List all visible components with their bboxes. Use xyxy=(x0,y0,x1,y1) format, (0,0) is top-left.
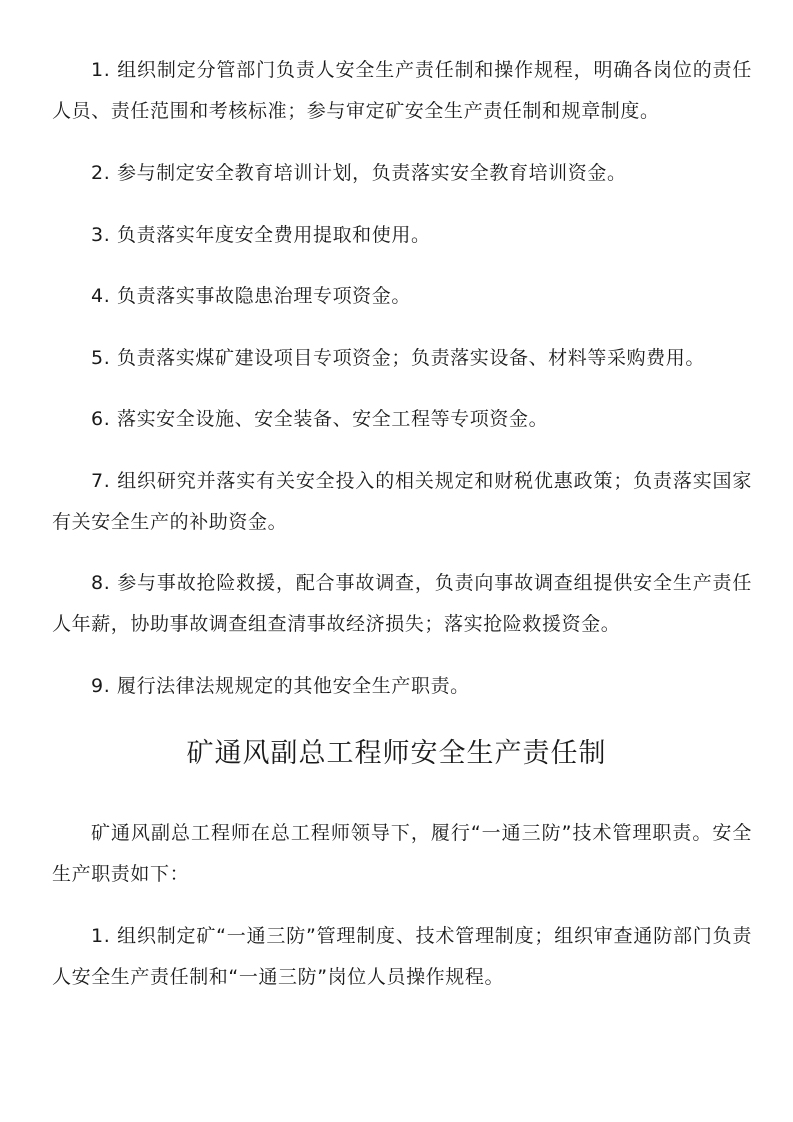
duty-item-5: 5. 负责落实煤矿建设项目专项资金；负责落实设备、材料等采购费用。 xyxy=(91,347,705,369)
duty-item-6: 6. 落实安全设施、安全装备、安全工程等专项资金。 xyxy=(91,408,549,430)
section-intro: 矿通风副总工程师在总工程师领导下，履行“一通三防”技术管理职责。安全生产职责如下： xyxy=(52,822,752,885)
duty-item-1: 1. 组织制定分管部门负责人安全生产责任制和操作规程，明确各岗位的责任人员、责任范围和考核标准；参与审定矿安全生产责任制和规章制度。 xyxy=(52,59,752,122)
duty-item-3: 3. 负责落实年度安全费用提取和使用。 xyxy=(91,224,431,246)
section-duty-item-1: 1. 组织制定矿“一通三防”管理制度、技术管理制度；组织审查通防部门负责人安全生产责任制和“一通三防”岗位人员操作规程。 xyxy=(52,925,752,988)
duty-item-2: 2. 参与制定安全教育培训计划，负责落实安全教育培训资金。 xyxy=(91,162,627,184)
section-title: 矿通风副总工程师安全生产责任制 xyxy=(186,738,607,769)
duty-item-9: 9. 履行法律法规规定的其他安全生产职责。 xyxy=(91,675,470,697)
duty-item-7: 7. 组织研究并落实有关安全投入的相关规定和财税优惠政策；负责落实国家有关安全生产的补助资金。 xyxy=(52,470,752,533)
duty-item-4: 4. 负责落实事故隐患治理专项资金。 xyxy=(91,285,411,307)
duty-item-8: 8. 参与事故抢险救援，配合事故调查，负责向事故调查组提供安全生产责任人年薪，协助事故调查组查清事故经济损失；落实抢险救援资金。 xyxy=(52,572,752,635)
